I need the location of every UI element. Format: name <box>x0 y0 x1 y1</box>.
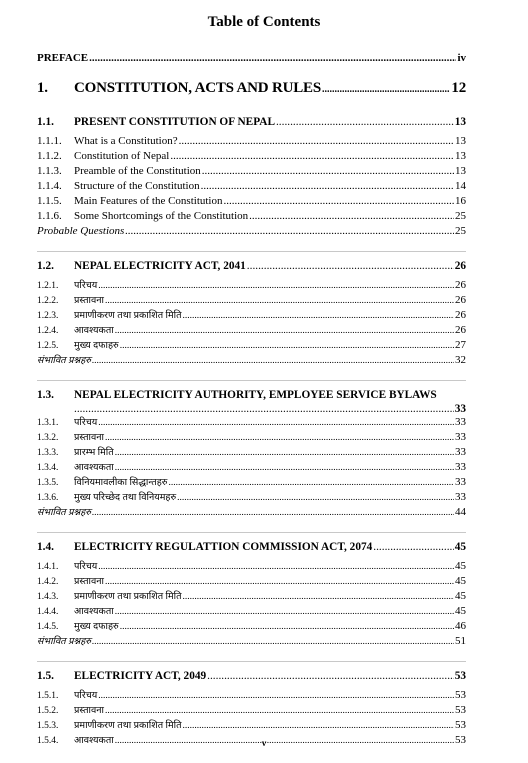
entry-label: संभावित प्रश्नहरु <box>37 637 91 647</box>
dot-leader <box>247 260 454 272</box>
chapter-label: CONSTITUTION, ACTS AND RULES <box>74 80 321 96</box>
entry-page: 33 <box>455 491 466 503</box>
dot-leader <box>179 134 454 149</box>
dot-leader <box>74 403 454 415</box>
entry-label: प्रमाणीकरण तथा प्रकाशित मिति <box>74 721 182 731</box>
entry-page: 27 <box>455 339 466 351</box>
entry-label: आवश्यकता <box>74 607 114 617</box>
section-label: ELECTRICITY REGULATTION COMMISSION ACT, 2074 <box>74 541 373 553</box>
toc-entry[interactable] <box>37 194 466 209</box>
table-of-contents <box>37 50 466 748</box>
entry-page: 46 <box>455 620 466 632</box>
dot-leader <box>183 590 454 605</box>
toc-entry[interactable] <box>37 308 466 323</box>
dot-leader <box>92 635 454 650</box>
section-number: 1.2. <box>37 260 54 272</box>
section-label: NEPAL ELECTRICITY ACT, 2041 <box>74 260 246 272</box>
entry-label: PREFACE <box>37 52 89 64</box>
entry-label: Constitution of Nepal <box>74 150 170 162</box>
section-page: 26 <box>454 260 466 272</box>
entry-page: 13 <box>455 165 466 177</box>
toc-entry[interactable] <box>37 323 466 338</box>
entry-number: 1.2.3. <box>37 311 59 321</box>
entry-label: मुख्य परिच्छेद तथा विनियमहरु <box>74 493 177 503</box>
toc-entry[interactable] <box>37 619 466 634</box>
section-label: PRESENT CONSTITUTION OF NEPAL <box>74 116 275 128</box>
entry-label: What is a Constitution? <box>74 135 178 147</box>
chapter-page: 12 <box>451 80 466 96</box>
section-label: NEPAL ELECTRICITY AUTHORITY, EMPLOYEE SERVICE BYLAWS <box>74 389 437 401</box>
entry-number: 1.1.2. <box>37 150 62 162</box>
entry-number: 1.4.1. <box>37 562 59 572</box>
dot-leader <box>115 461 454 476</box>
section-number: 1.3. <box>37 389 54 401</box>
entry-number: 1.4.5. <box>37 622 59 632</box>
dot-leader <box>89 52 456 64</box>
entry-page: 53 <box>455 704 466 716</box>
entry-page: 33 <box>455 431 466 443</box>
dot-leader <box>115 446 454 461</box>
section-number: 1.1. <box>37 116 54 128</box>
entry-label: मुख्य दफाहरु <box>74 341 119 351</box>
entry-page: 26 <box>455 294 466 306</box>
entry-page: 13 <box>455 150 466 162</box>
dot-leader <box>98 279 454 294</box>
dot-leader <box>98 560 454 575</box>
chapter-number: 1. <box>37 80 48 96</box>
section-label: ELECTRICITY ACT, 2049 <box>74 670 207 682</box>
entry-page: 13 <box>455 135 466 147</box>
entry-number: 1.4.3. <box>37 592 59 602</box>
entry-page: 32 <box>455 354 466 366</box>
entry-page: 33 <box>455 446 466 458</box>
page-title: Table of Contents <box>207 14 321 30</box>
dot-leader <box>276 116 454 128</box>
toc-entry[interactable] <box>37 589 466 604</box>
entry-number: 1.1.5. <box>37 195 62 207</box>
entry-number: 1.5.4. <box>37 736 59 746</box>
toc-section-1-4[interactable] <box>37 532 466 559</box>
entry-page: 14 <box>455 180 466 192</box>
toc-entry[interactable] <box>37 559 466 574</box>
toc-entry-probable-questions[interactable] <box>37 634 466 649</box>
entry-number: 1.4.4. <box>37 607 59 617</box>
toc-entry[interactable] <box>37 703 466 718</box>
entry-label: संभावित प्रश्नहरु <box>37 508 91 518</box>
toc-entry-preface[interactable] <box>37 52 466 68</box>
entry-label: मुख्य दफाहरु <box>74 622 119 632</box>
dot-leader <box>98 689 454 704</box>
entry-label: Some Shortcomings of the Constitution <box>74 210 249 222</box>
dot-leader <box>207 670 454 682</box>
toc-entry[interactable] <box>37 164 466 179</box>
dot-leader <box>105 704 454 719</box>
entry-label: प्रारम्भ मिति <box>74 448 114 458</box>
toc-section-1-1[interactable] <box>37 110 466 134</box>
section-page: 45 <box>454 541 466 553</box>
section-page: 53 <box>454 670 466 682</box>
toc-entry[interactable] <box>37 278 466 293</box>
entry-number: 1.1.1. <box>37 135 62 147</box>
toc-entry[interactable] <box>37 604 466 619</box>
entry-page: iv <box>457 52 466 64</box>
entry-page: 25 <box>455 210 466 222</box>
entry-page: 33 <box>455 476 466 488</box>
entry-label: आवश्यकता <box>74 326 114 336</box>
dot-leader <box>177 491 454 506</box>
entry-label: संभावित प्रश्नहरु <box>37 356 91 366</box>
entry-number: 1.1.6. <box>37 210 62 222</box>
entry-number: 1.3.3. <box>37 448 59 458</box>
dot-leader <box>120 620 454 635</box>
entry-page: 26 <box>455 324 466 336</box>
toc-entry-chapter[interactable] <box>37 80 466 102</box>
entry-number: 1.2.2. <box>37 296 59 306</box>
entry-page: 51 <box>455 635 466 647</box>
entry-label: Structure of the Constitution <box>74 180 200 192</box>
dot-leader <box>168 476 454 491</box>
entry-label: आवश्यकता <box>74 463 114 473</box>
section-page: 13 <box>454 116 466 128</box>
toc-entry[interactable] <box>37 718 466 733</box>
entry-number: 1.2.4. <box>37 326 59 336</box>
entry-label: प्रमाणीकरण तथा प्रकाशित मिति <box>74 592 182 602</box>
dot-leader <box>120 339 454 354</box>
toc-entry[interactable] <box>37 293 466 308</box>
dot-leader <box>105 575 454 590</box>
dot-leader <box>223 194 454 209</box>
page-number: v <box>261 738 267 748</box>
entry-label: प्रमाणीकरण तथा प्रकाशित मिति <box>74 311 182 321</box>
entry-number: 1.4.2. <box>37 577 59 587</box>
entry-page: 33 <box>455 461 466 473</box>
entry-page: 53 <box>455 689 466 701</box>
toc-entry[interactable] <box>37 574 466 589</box>
toc-section-1-5[interactable] <box>37 661 466 688</box>
dot-leader <box>249 209 454 224</box>
entry-number: 1.3.1. <box>37 418 59 428</box>
entry-label: Preamble of the Constitution <box>74 165 201 177</box>
entry-label: प्रस्तावना <box>74 296 104 306</box>
entry-label: आवश्यकता <box>74 736 114 746</box>
entry-label: प्रस्तावना <box>74 577 104 587</box>
entry-number: 1.3.6. <box>37 493 59 503</box>
toc-entry-probable-questions[interactable] <box>37 353 466 368</box>
toc-entry[interactable] <box>37 490 466 505</box>
entry-page: 45 <box>455 605 466 617</box>
entry-number: 1.5.2. <box>37 706 59 716</box>
entry-page: 25 <box>455 225 466 237</box>
dot-leader <box>98 416 454 431</box>
entry-label: परिचय <box>74 281 98 291</box>
entry-label: परिचय <box>74 418 98 428</box>
entry-number: 1.5.1. <box>37 691 59 701</box>
entry-page: 53 <box>455 719 466 731</box>
dot-leader <box>183 309 454 324</box>
dot-leader <box>202 164 454 179</box>
entry-number: 1.2.5. <box>37 341 59 351</box>
entry-label: Main Features of the Constitution <box>74 195 223 207</box>
entry-number: 1.5.3. <box>37 721 59 731</box>
dot-leader <box>201 179 454 194</box>
section-page: 33 <box>454 403 466 415</box>
toc-entry[interactable] <box>37 445 466 460</box>
entry-number: 1.2.1. <box>37 281 59 291</box>
dot-leader <box>183 719 454 734</box>
entry-number: 1.3.5. <box>37 478 59 488</box>
toc-entry-probable-questions[interactable] <box>37 224 466 239</box>
toc-entry[interactable] <box>37 475 466 490</box>
entry-label: परिचय <box>74 691 98 701</box>
entry-number: 1.1.3. <box>37 165 62 177</box>
toc-entry[interactable] <box>37 430 466 445</box>
entry-page: 44 <box>455 506 466 518</box>
toc-entry[interactable] <box>37 460 466 475</box>
toc-section-1-2[interactable] <box>37 251 466 278</box>
entry-page: 26 <box>455 309 466 321</box>
entry-label: विनियमावलीका सिद्धान्तहरु <box>74 478 168 488</box>
entry-number: 1.3.4. <box>37 463 59 473</box>
toc-entry-probable-questions[interactable] <box>37 505 466 520</box>
dot-leader <box>105 294 454 309</box>
entry-page: 45 <box>455 590 466 602</box>
dot-leader <box>92 506 454 521</box>
dot-leader <box>322 84 450 95</box>
entry-page: 16 <box>455 195 466 207</box>
toc-entry[interactable] <box>37 179 466 194</box>
dot-leader <box>115 324 454 339</box>
entry-page: 45 <box>455 560 466 572</box>
entry-label: प्रस्तावना <box>74 433 104 443</box>
toc-entry[interactable] <box>37 688 466 703</box>
toc-entry[interactable] <box>37 134 466 149</box>
entry-page: 45 <box>455 575 466 587</box>
entry-page: 33 <box>455 416 466 428</box>
entry-number: 1.3.2. <box>37 433 59 443</box>
entry-label: Probable Questions <box>37 225 125 237</box>
entry-label: परिचय <box>74 562 98 572</box>
toc-entry[interactable] <box>37 209 466 224</box>
toc-section-1-3[interactable] <box>37 380 466 415</box>
dot-leader <box>115 605 454 620</box>
entry-number: 1.1.4. <box>37 180 62 192</box>
toc-entry[interactable] <box>37 149 466 164</box>
toc-entry[interactable] <box>37 338 466 353</box>
dot-leader <box>105 431 454 446</box>
dot-leader <box>170 149 454 164</box>
section-number: 1.5. <box>37 670 54 682</box>
toc-entry[interactable] <box>37 415 466 430</box>
section-number: 1.4. <box>37 541 54 553</box>
dot-leader <box>125 224 454 239</box>
entry-page: 26 <box>455 279 466 291</box>
entry-label: प्रस्तावना <box>74 706 104 716</box>
dot-leader <box>373 541 453 553</box>
entry-page: 53 <box>455 734 466 746</box>
dot-leader <box>92 354 454 369</box>
